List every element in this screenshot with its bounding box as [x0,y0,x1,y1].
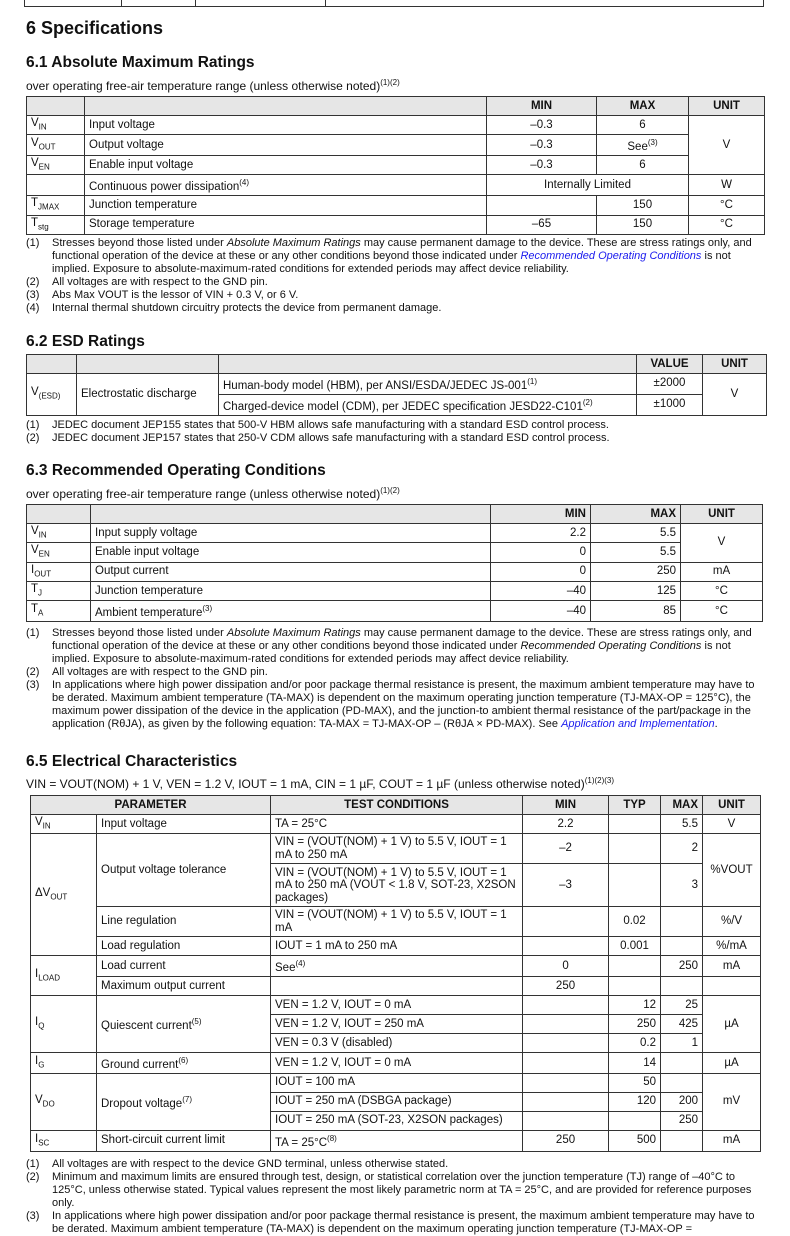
ec-unit: %/V [703,907,761,937]
ec-max [661,1073,703,1092]
amr-sym [27,175,85,196]
ec-subtitle-text: VIN = VOUT(NOM) + 1 V, VEN = 1.2 V, IOUT = 1 mA, CIN = 1 µF, COUT = 1 µF (unless otherwise noted) [26,777,585,791]
ec-sym: $I_{LOAD}$ [31,956,97,996]
ec-min: 250 [523,1130,609,1151]
ec-cond: IOUT = 250 mA (SOT-23, X2SON packages) [271,1111,523,1130]
footnote-text: JEDEC document JEP157 states that 250-V CDM allows safe manufacturing with a standard ESD control process. [52,432,610,444]
footnote-number: (2) [26,666,40,678]
roc-min: 0 [491,543,591,562]
esd-cond-ref: (2) [582,397,593,407]
ec-notes [26,1158,766,1236]
roc-param: Input supply voltage [91,524,491,543]
application-and-implementation-link[interactable]: Application and Implementation [561,718,715,730]
amr-notes [26,237,766,315]
amr-max-text: See [627,141,648,154]
ec-cond: VEN = 1.2 V, IOUT = 250 mA [271,1015,523,1034]
footnote-text-e: is not implied. Exposure to absolute-maximum-rated conditions for extended periods may affect device reliability. [52,640,731,665]
footnote-number: (4) [26,302,40,314]
amr-param [85,175,487,196]
footnote-text-b: Absolute Maximum Ratings [226,627,361,639]
table-row [27,543,763,562]
amr-title: 6.1 Absolute Maximum Ratings [26,54,255,71]
footnote [26,289,766,302]
amr-table [26,96,765,235]
ec-unit: V [703,815,761,834]
esd-header-unit: UNIT [703,355,767,374]
table-row [27,116,765,135]
ec-param: Load current [97,956,271,977]
footnote-number: (1) [26,627,40,639]
roc-param-ref: (3) [202,604,213,614]
ec-param-text: Quiescent current [101,1020,192,1033]
roc-subtitle-refs: (1)(2) [380,486,400,495]
footnote [26,302,766,315]
footnote-number: (2) [26,276,40,288]
ec-typ: 120 [609,1092,661,1111]
footnote-number: (3) [26,289,40,301]
roc-param: Junction temperature [91,581,491,600]
amr-header-sym [27,97,85,116]
ec-param [97,996,271,1053]
footnote-text [52,679,766,731]
ec-cond: TA = 25°C [271,815,523,834]
ec-unit: mA [703,956,761,977]
ec-typ [609,977,661,996]
amr-header-unit: UNIT [689,97,765,116]
ec-unit: mV [703,1073,761,1130]
roc-notes [26,627,766,731]
ec-cond: IOUT = 100 mA [271,1073,523,1092]
footnote [26,666,766,679]
roc-header-row [27,505,763,524]
footnote [26,237,766,276]
roc-sym: $V_{IN}$ [27,524,91,543]
amr-sym: $T_{JMAX}$ [27,196,85,215]
amr-sym: $T_{stg}$ [27,215,85,234]
amr-param-text: Continuous power dissipation [89,181,240,194]
ec-cond: VEN = 0.3 V (disabled) [271,1034,523,1053]
ec-param-text: Ground current [101,1058,179,1071]
ec-min [523,937,609,956]
ec-cond [271,977,523,996]
ec-cond-ref: (8) [327,1133,337,1143]
ec-min [523,1034,609,1053]
roc-min: –40 [491,601,591,622]
ec-typ: 0.2 [609,1034,661,1053]
footnote-text: Internal thermal shutdown circuitry protects the device from permanent damage. [52,302,442,314]
ec-min: –2 [523,834,609,864]
ec-typ: 12 [609,996,661,1015]
ec-unit: µA [703,996,761,1053]
ec-header-unit: UNIT [703,796,761,815]
amr-sym: $V_{IN}$ [27,116,85,135]
ec-min [523,907,609,937]
ec-max: 425 [661,1015,703,1034]
roc-param: Enable input voltage [91,543,491,562]
ec-typ: 50 [609,1073,661,1092]
ec-min [523,1111,609,1130]
ec-typ: 500 [609,1130,661,1151]
ec-header-max: MAX [661,796,703,815]
table-row [27,562,763,581]
roc-unit: mA [681,562,763,581]
roc-sym: $V_{EN}$ [27,543,91,562]
roc-max: 250 [591,562,681,581]
ec-cond [271,956,523,977]
footnote-text-c: may cause permanent damage to the device. These are stress ratings only, and functional operation of the device at these or any other conditions beyond those indicated under [52,627,752,652]
footnote-text: In applications where high power dissipation and/or poor package thermal resistance is present, the maximum ambient temperature may have to be derated. Maximum ambient temperature (TA-MAX) is dependent on the maximum operating junction temperature (TJ-MAX-OP = [52,1210,755,1235]
ec-cond: VEN = 1.2 V, IOUT = 0 mA [271,996,523,1015]
ec-max: 25 [661,996,703,1015]
amr-span: Internally Limited [487,175,689,196]
ec-max: 5.5 [661,815,703,834]
ec-cond: VIN = (VOUT(NOM) + 1 V) to 5.5 V, IOUT = 1 mA to 250 mA (VOUT < 1.8 V, SOT-23, X2SON packages) [271,864,523,907]
roc-unit: V [681,524,763,563]
table-row [31,1073,761,1092]
ec-unit: µA [703,1053,761,1074]
amr-unit: °C [689,196,765,215]
ec-max [661,907,703,937]
roc-header-min: MIN [491,505,591,524]
table-row [27,524,763,543]
ec-typ [609,956,661,977]
ec-max: 250 [661,1111,703,1130]
roc-header-blank [27,505,91,524]
ec-param: Short-circuit current limit [97,1130,271,1151]
previous-table-fragment [24,0,764,7]
footnote-number: (3) [26,1210,40,1222]
footnote-text-c: may cause permanent damage to the device. These are stress ratings only, and functional operation of the device at these or any other conditions beyond those indicated under [52,237,752,262]
ec-unit: %VOUT [703,834,761,907]
footnote-text-a: Stresses beyond those listed under [52,627,227,639]
table-row [27,581,763,600]
footnote-number: (1) [26,237,40,249]
table-row [31,1053,761,1074]
ec-min [523,1073,609,1092]
esd-header-blank [27,355,77,374]
table-row [27,135,765,156]
esd-title: 6.2 ESD Ratings [26,333,145,350]
roc-param [91,601,491,622]
roc-subtitle-text: over operating free-air temperature range (unless otherwise noted) [26,487,381,501]
amr-min: –65 [487,215,597,234]
ec-min [523,1015,609,1034]
footnote-number: (1) [26,1158,40,1170]
ec-param-ref: (7) [182,1095,192,1105]
roc-unit: °C [681,601,763,622]
roc-min: 0 [491,562,591,581]
ec-min: 250 [523,977,609,996]
esd-table [26,354,767,416]
roc-param: Output current [91,562,491,581]
table-row [31,815,761,834]
footnote [26,627,766,666]
footnote-text: All voltages are with respect to the GND pin. [52,666,268,678]
table-row [31,1130,761,1151]
amr-param: Storage temperature [85,215,487,234]
ec-table [30,795,761,1152]
ec-max: 250 [661,956,703,977]
amr-min: –0.3 [487,156,597,175]
ec-unit [703,977,761,996]
ec-max [661,1053,703,1074]
roc-max: 85 [591,601,681,622]
roc-min: 2.2 [491,524,591,543]
ec-min: 0 [523,956,609,977]
ec-sym: $I_Q$ [31,996,97,1053]
ec-header-typ: TYP [609,796,661,815]
ec-sym: $I_{SC}$ [31,1130,97,1151]
ec-cond: VEN = 1.2 V, IOUT = 0 mA [271,1053,523,1074]
amr-header-param [85,97,487,116]
esd-value: ±2000 [637,374,703,395]
roc-header-unit: UNIT [681,505,763,524]
esd-header-blank [77,355,219,374]
ec-max [661,1130,703,1151]
amr-max-ref: (3) [647,138,658,148]
ec-typ [609,1111,661,1130]
ec-typ [609,815,661,834]
esd-header-row [27,355,767,374]
ec-typ [609,864,661,907]
footnote-text-d: Recommended Operating Conditions [520,640,702,652]
ec-cond: VIN = (VOUT(NOM) + 1 V) to 5.5 V, IOUT = 1 mA [271,907,523,937]
amr-unit: V [689,116,765,175]
esd-cond-text: Charged-device model (CDM), per JEDEC specification JESD22-C101 [223,400,583,413]
roc-sym: $I_{OUT}$ [27,562,91,581]
table-row [31,977,761,996]
amr-header-min: MIN [487,97,597,116]
amr-unit: °C [689,215,765,234]
amr-unit: W [689,175,765,196]
ec-param-ref: (5) [191,1017,202,1027]
esd-param: Electrostatic discharge [77,374,219,416]
footnote-text [52,237,766,276]
esd-sym: $V_{(ESD)}$ [27,374,77,416]
amr-min: –0.3 [487,116,597,135]
ec-min [523,996,609,1015]
ec-min: –3 [523,864,609,907]
table-row [31,956,761,977]
ec-header-parameter: PARAMETER [31,796,271,815]
ec-typ: 0.001 [609,937,661,956]
ec-cond-text: See [275,962,296,975]
ec-title: 6.5 Electrical Characteristics [26,753,238,770]
table-row [27,374,767,395]
footnote [26,1210,766,1236]
section-title-specifications: 6 Specifications [26,18,164,38]
ec-cond: IOUT = 250 mA (DSBGA package) [271,1092,523,1111]
amr-max: 6 [597,116,689,135]
ec-min [523,1092,609,1111]
table-row [27,175,765,196]
ec-sym: $V_{IN}$ [31,815,97,834]
amr-min: –0.3 [487,135,597,156]
amr-param: Output voltage [85,135,487,156]
footnote-text: All voltages are with respect to the device GND terminal, unless otherwise stated. [52,1158,449,1170]
ec-max: 3 [661,864,703,907]
amr-param: Input voltage [85,116,487,135]
ec-subtitle [26,776,614,791]
table-row [31,907,761,937]
esd-cond [219,374,637,395]
amr-subtitle-refs: (1)(2) [380,78,400,87]
roc-subtitle [26,486,400,501]
ec-sym: $\Delta V_{OUT}$ [31,834,97,956]
esd-cond-text: Human-body model (HBM), per ANSI/ESDA/JEDEC JS-001 [223,379,528,392]
ec-subtitle-refs: (1)(2)(3) [584,776,615,785]
ec-header-conditions: TEST CONDITIONS [271,796,523,815]
footnote [26,276,766,289]
esd-cond [219,394,637,415]
footnote-text: All voltages are with respect to the GND pin. [52,276,268,288]
ec-header-row [31,796,761,815]
ec-cond [271,1130,523,1151]
footnote-number: (2) [26,432,40,444]
amr-max [597,135,689,156]
footnote-text: JEDEC document JEP155 states that 500-V HBM allows safe manufacturing with a standard ESD control process. [52,419,609,431]
ec-cond-ref: (4) [295,959,306,969]
esd-header-blank [219,355,637,374]
roc-param-text: Ambient temperature [95,607,203,620]
table-row [27,196,765,215]
footnote-text: Minimum and maximum limits are ensured through test, design, or statistical correlation over the junction temperature (TJ) range of –40°C to 125°C, unless otherwise stated. Typical values represent the most likely parametric norm at TA = 25°C, and are provided for reference purposes only. [52,1171,752,1209]
amr-subtitle [26,78,400,93]
footnote [26,432,766,445]
esd-header-value: VALUE [637,355,703,374]
amr-sym: $V_{EN}$ [27,156,85,175]
footnote-text-end: . [714,718,718,730]
footnote [26,1171,766,1210]
roc-header-blank [91,505,491,524]
amr-header-max: MAX [597,97,689,116]
amr-param-ref: (4) [239,178,250,188]
footnote [26,679,766,731]
ec-param [97,1073,271,1130]
roc-table [26,504,763,622]
footnote-text-e: is not implied. Exposure to absolute-maximum-rated conditions for extended periods may affect device reliability. [52,250,731,275]
ec-cond: IOUT = 1 mA to 250 mA [271,937,523,956]
roc-unit: °C [681,581,763,600]
ec-min [523,1053,609,1074]
footnote-text: Abs Max VOUT is the lessor of VIN + 0.3 V, or 6 V. [52,289,299,301]
ec-param: Maximum output current [97,977,271,996]
amr-max: 150 [597,196,689,215]
ec-sym: $I_G$ [31,1053,97,1074]
amr-param: Junction temperature [85,196,487,215]
table-row [27,601,763,622]
amr-param: Enable input voltage [85,156,487,175]
amr-sym: $V_{OUT}$ [27,135,85,156]
footnote [26,1158,766,1171]
roc-min: –40 [491,581,591,600]
roc-max: 5.5 [591,524,681,543]
footnote [26,419,766,432]
ec-param: Output voltage tolerance [97,834,271,907]
recommended-operating-conditions-link[interactable]: Recommended Operating Conditions [520,250,702,262]
ec-param-text: Dropout voltage [101,1097,183,1110]
ec-max: 2 [661,834,703,864]
amr-max: 6 [597,156,689,175]
ec-cond-text: TA = 25°C [275,1136,328,1149]
esd-notes [26,419,766,445]
ec-header-min: MIN [523,796,609,815]
ec-typ: 250 [609,1015,661,1034]
ec-max: 200 [661,1092,703,1111]
table-row [27,156,765,175]
ec-param-ref: (6) [178,1056,189,1066]
ec-unit: %/mA [703,937,761,956]
ec-min: 2.2 [523,815,609,834]
ec-param: Load regulation [97,937,271,956]
ec-typ: 14 [609,1053,661,1074]
roc-sym: $T_A$ [27,601,91,622]
table-row [27,215,765,234]
ec-unit: mA [703,1130,761,1151]
ec-cond: VIN = (VOUT(NOM) + 1 V) to 5.5 V, IOUT = 1 mA to 250 mA [271,834,523,864]
ec-max: 1 [661,1034,703,1053]
ec-param: Line regulation [97,907,271,937]
ec-param [97,1053,271,1074]
esd-unit: V [703,374,767,416]
ec-max [661,937,703,956]
roc-max: 125 [591,581,681,600]
roc-max: 5.5 [591,543,681,562]
footnote-text [52,627,766,666]
footnote-number: (3) [26,679,40,691]
amr-subtitle-text: over operating free-air temperature range (unless otherwise noted) [26,79,381,93]
roc-title: 6.3 Recommended Operating Conditions [26,462,326,479]
amr-min [487,196,597,215]
esd-cond-ref: (1) [527,377,537,386]
ec-sym: $V_{DO}$ [31,1073,97,1130]
amr-header-row [27,97,765,116]
footnote-text-a: Stresses beyond those listed under [52,237,227,249]
table-row [31,834,761,864]
table-row [31,937,761,956]
footnote-text-body: In applications where high power dissipation and/or poor package thermal resistance is present, the maximum ambient temperature may have to be derated. Maximum ambient temperature (TA-MAX) is dependent on the maximum operating junction temperature (TJ-MAX-OP = 125°C), the maximum power dissipation of the device in the application (PD-MAX), and the junction-to ambient thermal resistance of the part/package in the application (RθJA), as given by the following equation: TA-MAX = TJ-MAX-OP – (RθJA × PD-MAX). See [52,679,755,730]
table-row [31,996,761,1015]
ec-typ: 0.02 [609,907,661,937]
amr-max: 150 [597,215,689,234]
footnote-number: (1) [26,419,40,431]
ec-max [661,977,703,996]
roc-sym: $T_J$ [27,581,91,600]
footnote-text-b: Absolute Maximum Ratings [226,237,361,249]
ec-typ [609,834,661,864]
ec-param: Input voltage [97,815,271,834]
footnote-number: (2) [26,1171,40,1183]
esd-value: ±1000 [637,394,703,415]
roc-header-max: MAX [591,505,681,524]
